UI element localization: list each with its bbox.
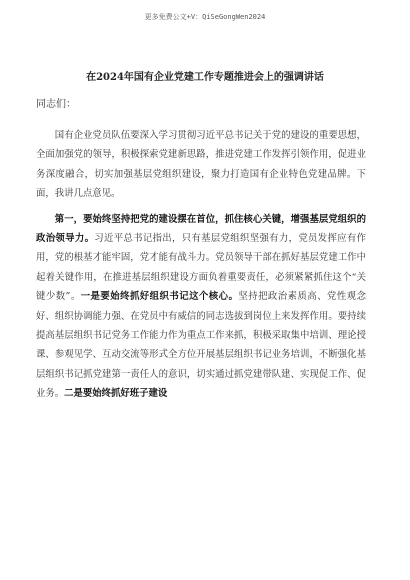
subpoint-heading-1: 一是要始终抓好组织书记这个核心。 <box>80 291 239 303</box>
paragraph-first-point <box>36 210 366 404</box>
subpoint-heading-2: 二是要始终抓好班子建设 <box>64 388 168 400</box>
header-note: 更多免费公文+V：QiSeGongWen2024 <box>144 13 266 21</box>
document-title: 在2024年国有企业党建工作专题推进会上的强调讲话 <box>86 72 324 83</box>
document-body <box>36 126 366 410</box>
point-text: 习近平总书记指出，只有基层党组织坚强有力，党员发挥应有作用，党的根基才能牢固，党才能有战斗力。党员领导干部在抓好基层党建工作中起着关键作用，在推进基层组织建设方面负着重要责任，必须紧紧抓住这个“关键少数”。 <box>36 233 366 303</box>
salutation: 同志们： <box>36 99 76 110</box>
subpoint-text-1: 坚持把政治素质高、党性观念好、组织协调能力强、在党员中有威信的同志选拔到岗位上来发挥作用。要持续提高基层组织书记党务工作能力作为重点工作来抓，积极采取集中培训、理论授课、参观见学、互动交流等形式全方位开展基层组织书记业务培训，不断强化基层组织书记抓党建第一责任人的意识，切实通过抓党建带队建、实现促工作、促业务。 <box>36 291 366 400</box>
paragraph-intro: 国有企业党员队伍要深入学习贯彻习近平总书记关于党的建设的重要思想，全面加强党的领导，积极探索党建新思路，推进党建工作发挥引领作用，促进业务深度融合，切实加强基层党组织建设，聚力打造国有企业特色党建品牌。下面，我讲几点意见。 <box>36 130 366 200</box>
point-heading: 第一，要始终坚持把党的建设摆在首位，抓住核心关键，增强基层党组织的政治领导力。 <box>36 213 366 245</box>
